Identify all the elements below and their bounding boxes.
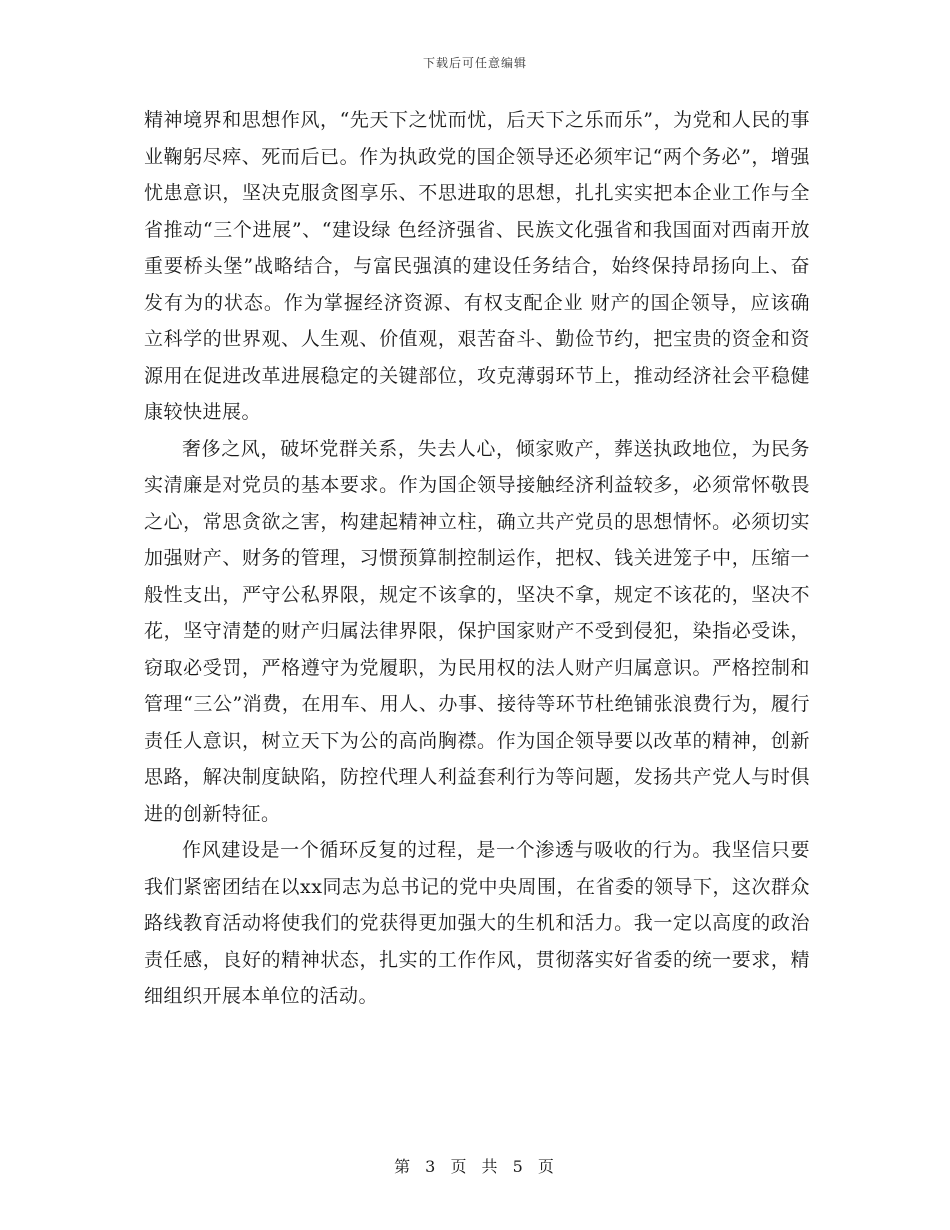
page-number: 第 3 页 共 5 页 [394,1157,556,1176]
download-edit-note: 下载后可任意编辑 [422,56,527,70]
paragraph-work-style: 作风建设是一个循环反复的过程，是一个渗透与吸收的行为。我坚信只要我们紧密团结在以xx同志为总书记的党中央周围，在省委的领导下，这次群众路线教育活动将使我们的党获得更加强大的生机和活力。我一定以高度的政治责任感，良好的精神状态，扎实的工作作风，贯彻落实好省委的统一要求，精细组织开展本单位的活动。 [144,839,810,1007]
document-body [144,102,810,1015]
paragraph-continued: 精神境界和思想作风，“先天下之忧而忧，后天下之乐而乐”，为党和人民的事业鞠躬尽瘁、死而后已。作为执政党的国企领导还必须牢记“两个务必”，增强忧患意识，坚决克服贪图享乐、不思进取的思想，扎扎实实把本企业工作与全省推动“三个进展”、“建设绿 色经济强省、民族文化强省和我国面对西南开放重要桥头堡”战略结合，与富民强滇的建设任务结合，始终保持昂扬向上、奋发有为的状态。作为掌握经济资源、有权支配企业 财产的国企领导，应该确立科学的世界观、人生观、价值观，艰苦奋斗、勤俭节约，把宝贵的资金和资源用在促进改革进展稳定的关键部位，攻克薄弱环节上，推动经济社会平稳健康较快进展。 [144,109,810,423]
paragraph-extravagance: 奢侈之风，破坏党群关系，失去人心，倾家败产，葬送执政地位，为民务实清廉是对党员的基本要求。作为国企领导接触经济利益较多，必须常怀敬畏之心，常思贪欲之害，构建起精神立柱，确立共产党员的思想情怀。必须切实加强财产、财务的管理，习惯预算制控制运作，把权、钱关进笼子中，压缩一般性支出，严守公私界限，规定不该拿的，坚决不拿，规定不该花的，坚决不花，坚守清楚的财产归属法律界限，保护国家财产不受到侵犯，染指必受诛，窃取必受罚，严格遵守为党履职，为民用权的法人财产归属意识。严格控制和管理“三公”消费，在用车、用人、办事、接待等环节杜绝铺张浪费行为，履行责任人意识，树立天下为公的高尚胸襟。作为国企领导要以改革的精神，创新思路，解决制度缺陷，防控代理人利益套利行为等问题，发扬共产党人与时俱进的创新特征。 [144,437,810,825]
